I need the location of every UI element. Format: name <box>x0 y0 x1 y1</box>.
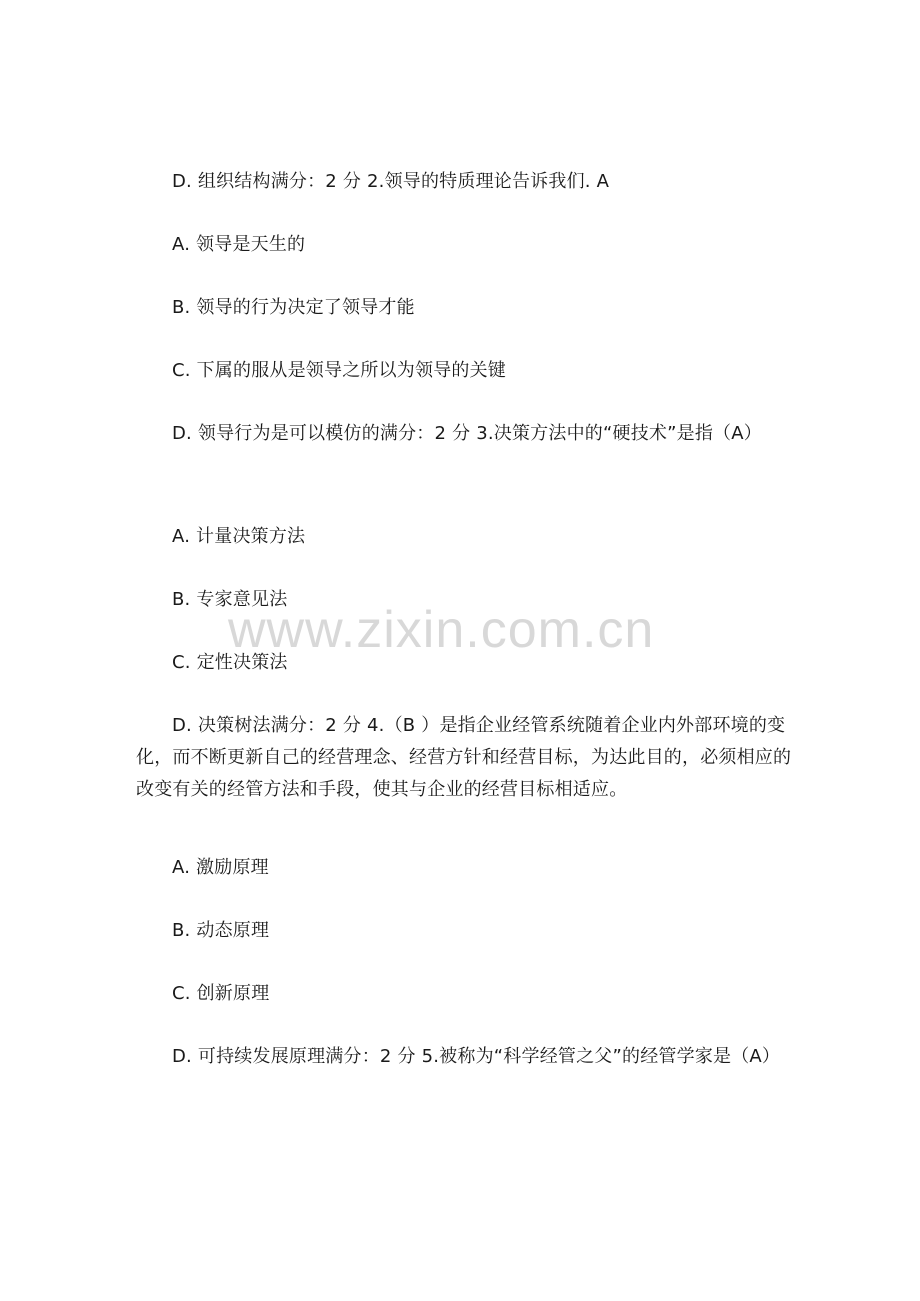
paragraph-q2-option-d: D. 领导行为是可以模仿的满分：2 分 3.决策方法中的“硬技术”是指（A） <box>172 423 762 444</box>
paragraph-q2-option-c: C. 下属的服从是领导之所以为领导的关键 <box>172 360 507 381</box>
paragraph-q2-option-a: A. 领导是天生的 <box>172 234 306 255</box>
paragraph-q1-option-d: D. 组织结构满分：2 分 2.领导的特质理论告诉我们. A <box>172 171 610 192</box>
paragraph-q4-option-a: A. 激励原理 <box>172 857 269 878</box>
paragraph-q2-option-b: B. 领导的行为决定了领导才能 <box>172 297 415 318</box>
paragraph-q3-option-a: A. 计量决策方法 <box>172 526 306 547</box>
paragraph-q4-option-c: C. 创新原理 <box>172 983 270 1004</box>
paragraph-q4-option-d: D. 可持续发展原理满分：2 分 5.被称为“科学经管之父”的经管学家是（A） <box>172 1046 781 1067</box>
paragraph-q3-option-b: B. 专家意见法 <box>172 589 288 610</box>
paragraph-q4-option-b: B. 动态原理 <box>172 920 270 941</box>
watermark: www.zixin.com.cn <box>228 601 655 659</box>
paragraph-q3-option-d: D. 决策树法满分：2 分 4.（B ）是指企业经管系统随着企业内外部环境的变化，而不断更新自己的经营理念、经营方针和经营目标，为达此目的，必须相应的改变有关的经管方法和手段，使其与企业的经营目标相适应。 <box>136 715 792 800</box>
paragraph-q3-option-c: C. 定性决策法 <box>172 652 288 673</box>
